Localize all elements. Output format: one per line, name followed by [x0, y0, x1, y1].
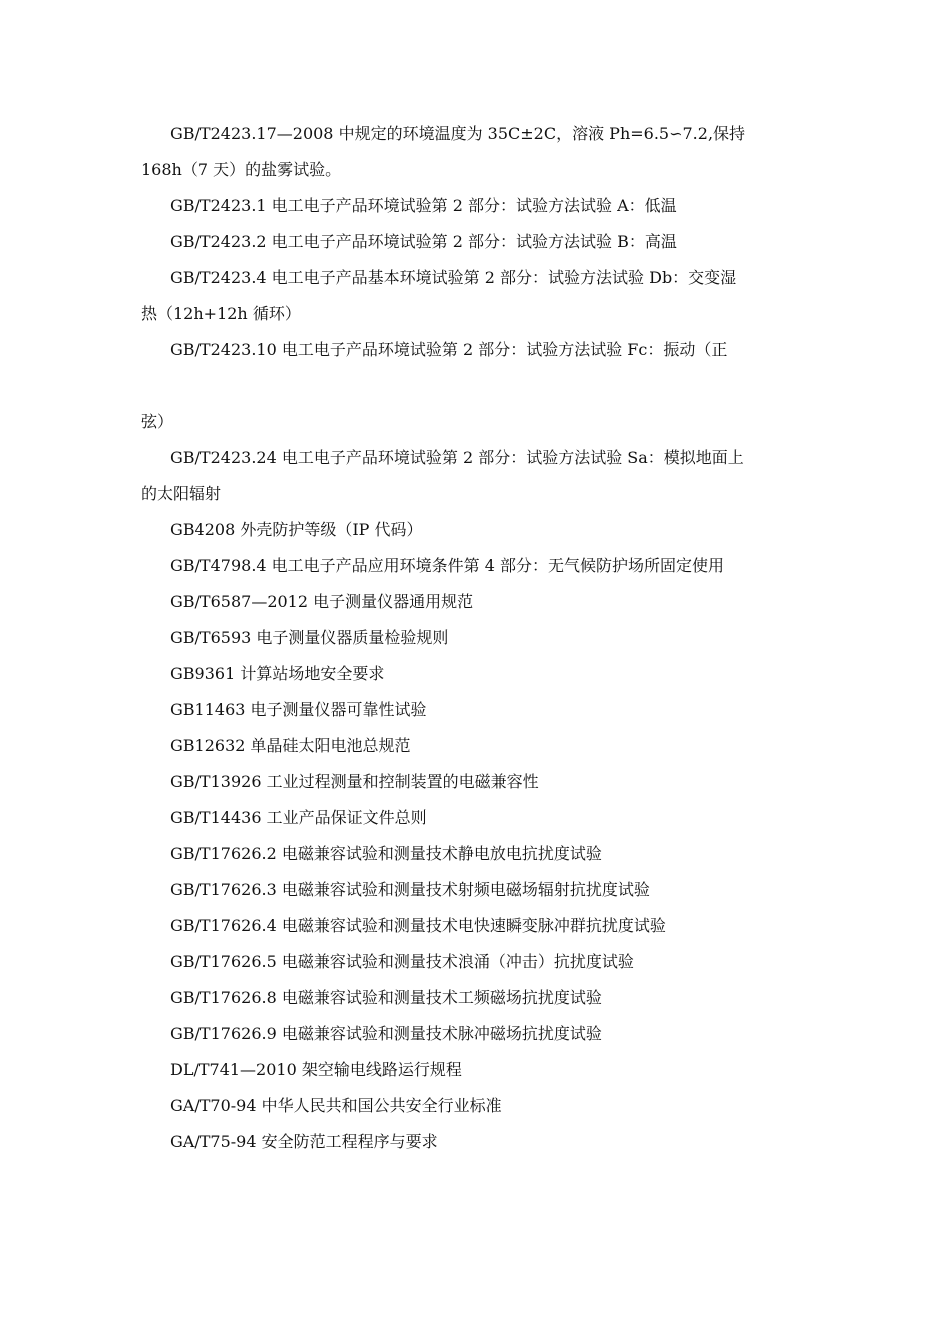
standard-reference-line: GB4208 外壳防护等级（IP 代码） [170, 520, 423, 539]
standard-reference-paragraph [141, 1088, 806, 1124]
standard-reference-line: GB/T17626.4 电磁兼容试验和测量技术电快速瞬变脉冲群抗扰度试验 [170, 916, 666, 935]
standard-reference-paragraph [141, 440, 806, 512]
standard-reference-line: GB/T4798.4 电工电子产品应用环境条件第 4 部分：无气候防护场所固定使用 [170, 556, 725, 575]
standard-reference-line: GB/T2423.4 电工电子产品基本环境试验第 2 部分：试验方法试验 Db：交变湿 [170, 268, 737, 287]
standard-reference-paragraph [141, 584, 806, 620]
standard-reference-paragraph [141, 692, 806, 728]
standard-reference-paragraph [141, 1052, 806, 1088]
standard-reference-paragraph [141, 620, 806, 656]
standard-reference-paragraph [141, 980, 806, 1016]
standard-reference-line: 弦） [141, 412, 174, 431]
standard-reference-paragraph [141, 1124, 806, 1160]
standard-reference-line: GB/T2423.24 电工电子产品环境试验第 2 部分：试验方法试验 Sa：模拟地面上 [170, 448, 744, 467]
standard-reference-paragraph [141, 512, 806, 548]
standard-reference-paragraph [141, 188, 806, 224]
standard-reference-paragraph [141, 908, 806, 944]
standard-reference-paragraph [141, 548, 806, 584]
standard-reference-paragraph [141, 764, 806, 800]
standard-reference-line: 168h（7 天）的盐雾试验。 [141, 160, 342, 179]
standard-reference-line: GA/T75-94 安全防范工程程序与要求 [170, 1132, 438, 1151]
standard-reference-line: GB/T13926 工业过程测量和控制装置的电磁兼容性 [170, 772, 539, 791]
standard-reference-line: GB11463 电子测量仪器可靠性试验 [170, 700, 427, 719]
standard-reference-paragraph [141, 260, 806, 332]
standard-reference-line: GB/T17626.2 电磁兼容试验和测量技术静电放电抗扰度试验 [170, 844, 602, 863]
standard-reference-line: GB/T6587—2012 电子测量仪器通用规范 [170, 592, 474, 611]
standard-reference-line: GB/T2423.17—2008 中规定的环境温度为 35C±2C，溶液 Ph=6.5∽7.2,保持 [170, 124, 746, 143]
standard-reference-line: 热（12h+12h 循环） [141, 304, 301, 323]
standard-reference-line: GB/T17626.8 电磁兼容试验和测量技术工频磁场抗扰度试验 [170, 988, 602, 1007]
standard-reference-paragraph [141, 872, 806, 908]
standard-reference-paragraph [141, 944, 806, 980]
standard-reference-paragraph [141, 224, 806, 260]
standard-reference-line: GA/T70-94 中华人民共和国公共安全行业标准 [170, 1096, 502, 1115]
standard-reference-paragraph [141, 1016, 806, 1052]
standard-reference-line: GB/T6593 电子测量仪器质量检验规则 [170, 628, 449, 647]
standard-reference-paragraph [141, 116, 806, 188]
standard-reference-line: GB12632 单晶硅太阳电池总规范 [170, 736, 411, 755]
standard-reference-line: 的太阳辐射 [141, 484, 222, 503]
standard-reference-line: GB/T2423.1 电工电子产品环境试验第 2 部分：试验方法试验 A：低温 [170, 196, 677, 215]
standard-reference-line: DL/T741—2010 架空输电线路运行规程 [170, 1060, 462, 1079]
standard-reference-line: GB/T17626.3 电磁兼容试验和测量技术射频电磁场辐射抗扰度试验 [170, 880, 650, 899]
standard-reference-paragraph [141, 800, 806, 836]
standards-list [141, 116, 806, 1160]
standard-reference-line: GB9361 计算站场地安全要求 [170, 664, 385, 683]
standard-reference-paragraph [141, 332, 806, 440]
standard-reference-paragraph [141, 836, 806, 872]
standard-reference-line: GB/T17626.9 电磁兼容试验和测量技术脉冲磁场抗扰度试验 [170, 1024, 602, 1043]
standard-reference-line: GB/T17626.5 电磁兼容试验和测量技术浪涌（冲击）抗扰度试验 [170, 952, 634, 971]
standard-reference-paragraph [141, 656, 806, 692]
standard-reference-paragraph [141, 728, 806, 764]
standard-reference-line: GB/T2423.10 电工电子产品环境试验第 2 部分：试验方法试验 Fc：振动（正 [170, 340, 728, 359]
standard-reference-line: GB/T14436 工业产品保证文件总则 [170, 808, 427, 827]
standard-reference-line: GB/T2423.2 电工电子产品环境试验第 2 部分：试验方法试验 B：高温 [170, 232, 677, 251]
